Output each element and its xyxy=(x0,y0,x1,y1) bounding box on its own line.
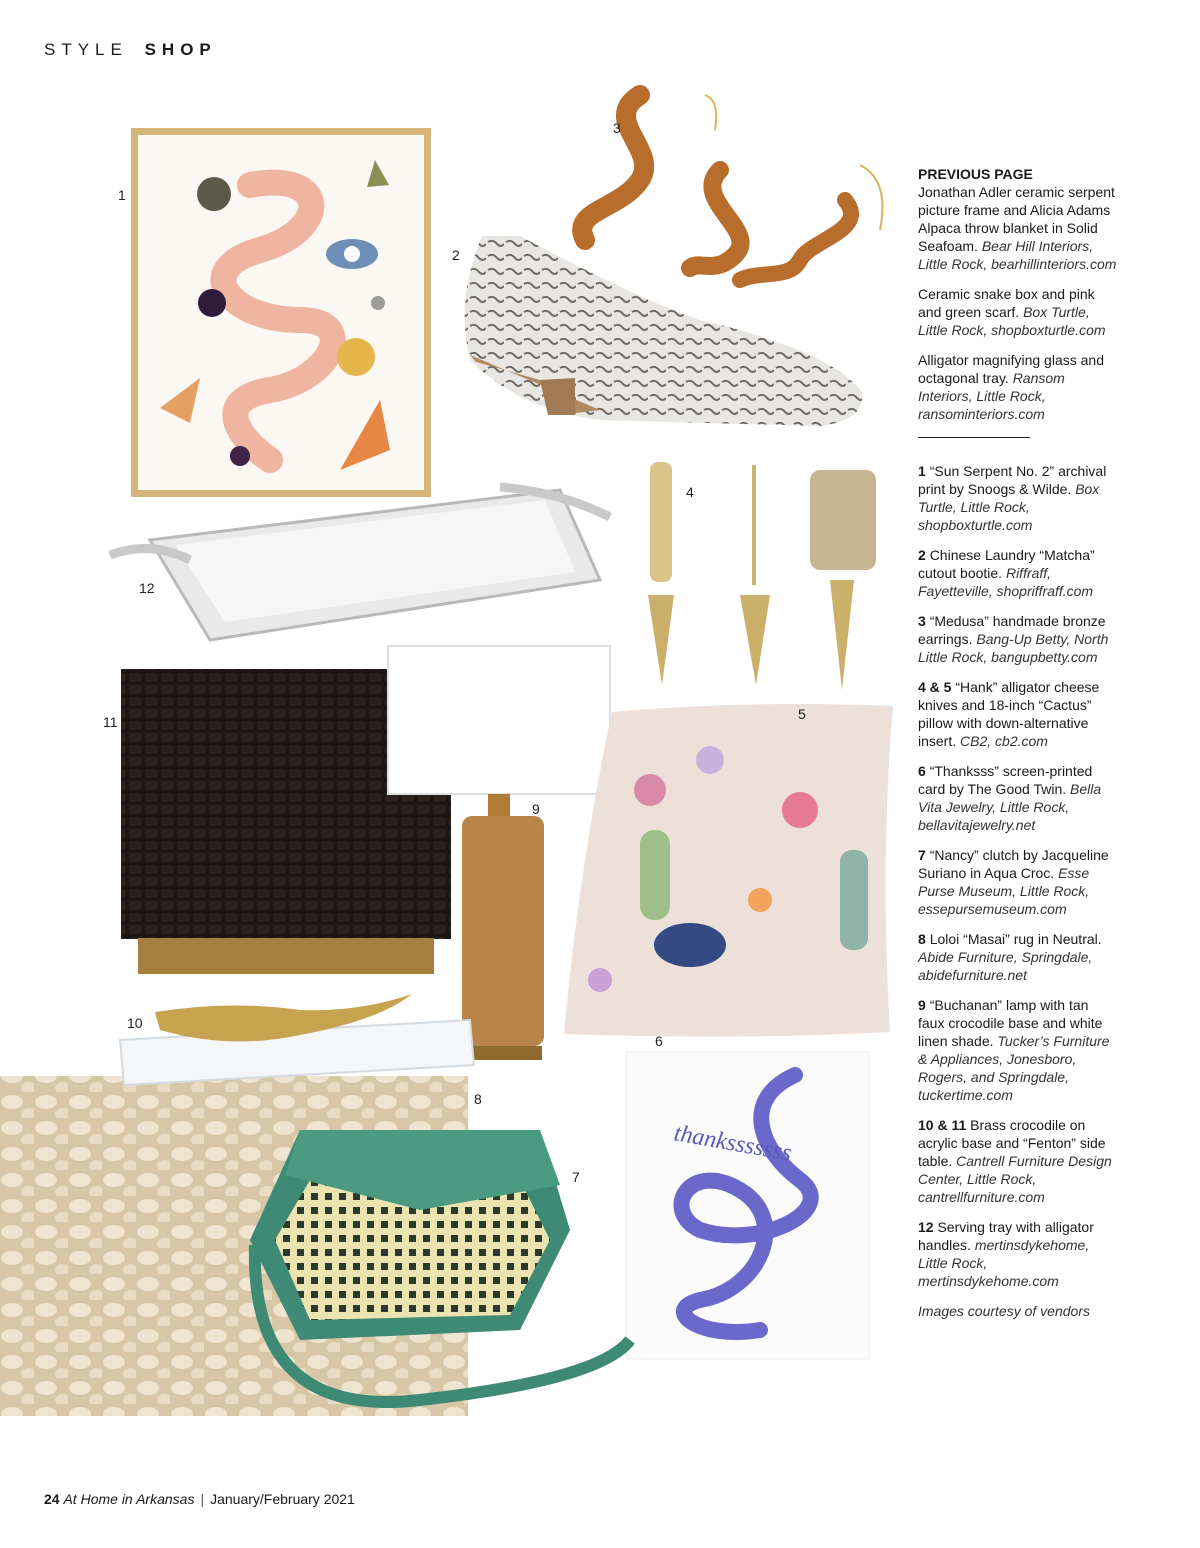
item-entry xyxy=(918,930,1118,984)
product-listing-sidebar xyxy=(918,165,1118,1332)
cactus-pillow-image xyxy=(564,704,893,1037)
item-entry-number: 7 xyxy=(918,847,926,863)
item-entry-source: Box Turtle, Little Rock, shopboxturtle.com xyxy=(918,481,1100,533)
item-entry-number: 4 & 5 xyxy=(918,679,952,695)
page-number: 24 xyxy=(44,1491,60,1507)
previous-page-heading: PREVIOUS PAGE xyxy=(918,166,1033,182)
item-number-2: 2 xyxy=(452,247,460,263)
page-footer xyxy=(44,1491,355,1507)
thanks-card-image xyxy=(626,1052,869,1359)
item-entry-source: Abide Furniture, Springdale, abidefurniture.net xyxy=(918,949,1093,983)
earrings-image xyxy=(582,95,882,280)
issue-date: January/February 2021 xyxy=(210,1491,355,1507)
prev-entry xyxy=(918,183,1118,273)
header-style: STYLE xyxy=(44,40,128,59)
footer-separator: | xyxy=(200,1491,205,1507)
item-entry-text: “Hank” alligator cheese knives and 18-inch “Cactus” pillow with down-alternative insert. xyxy=(918,679,1100,749)
item-entry-text: “Thanksss” screen-printed card by The Good Twin. xyxy=(918,763,1093,797)
item-entry-number: 6 xyxy=(918,763,926,779)
item-entry-source: Bang-Up Betty, North Little Rock, bangupbetty.com xyxy=(918,631,1109,665)
item-entry-text: “Buchanan” lamp with tan faux crocodile base and white linen shade. xyxy=(918,997,1103,1049)
item-entry xyxy=(918,1218,1118,1290)
item-number-8: 8 xyxy=(474,1091,482,1107)
item-entry-number: 9 xyxy=(918,997,926,1013)
item-number-6: 6 xyxy=(655,1033,663,1049)
item-entry xyxy=(918,612,1118,666)
brass-crocodile-image xyxy=(120,994,474,1085)
item-entry-number: 2 xyxy=(918,547,926,563)
item-entry-source: Esse Purse Museum, Little Rock, essepursemuseum.com xyxy=(918,865,1090,917)
item-number-5: 5 xyxy=(798,706,806,722)
item-number-1: 1 xyxy=(118,187,126,203)
item-entry-text: Brass crocodile on acrylic base and “Fenton” side table. xyxy=(918,1117,1106,1169)
item-entry xyxy=(918,1116,1118,1206)
item-entry-source: Tucker’s Furniture & Appliances, Jonesboro, Rogers, and Springdale, tuckertime.com xyxy=(918,1033,1110,1103)
item-number-11: 11 xyxy=(103,714,118,730)
prev-entry-text: Alligator magnifying glass and octagonal tray. xyxy=(918,352,1104,386)
item-entry-text: Loloi “Masai” rug in Neutral. xyxy=(929,931,1102,947)
item-entry-number: 1 xyxy=(918,463,926,479)
item-entry-source: Bella Vita Jewelry, Little Rock, bellavitajewelry.net xyxy=(918,781,1102,833)
serving-tray-image xyxy=(110,487,610,640)
item-entry-text: “Sun Serpent No. 2” archival print by Snoogs & Wilde. xyxy=(918,463,1107,497)
item-entry xyxy=(918,546,1118,600)
item-entry-text: Serving tray with alligator handles. xyxy=(918,1219,1094,1253)
item-entry-source: CB2, cb2.com xyxy=(960,733,1048,749)
prev-entry-source: Ransom Interiors, Little Rock, ransominteriors.com xyxy=(918,370,1065,422)
item-entry xyxy=(918,678,1118,750)
item-entry-source: Riffraff, Fayetteville, shopriffraff.com xyxy=(918,565,1094,599)
sidebar-divider xyxy=(918,437,1030,438)
item-entry-source: mertinsdykehome, Little Rock, mertinsdykehome.com xyxy=(918,1237,1090,1289)
prev-entry-text: Ceramic snake box and pink and green scarf. xyxy=(918,286,1095,320)
item-entry-number: 10 & 11 xyxy=(918,1117,967,1133)
magazine-name: At Home in Arkansas xyxy=(63,1491,195,1507)
item-entry xyxy=(918,996,1118,1104)
item-number-12: 12 xyxy=(139,580,155,596)
item-entry-text: “Medusa” handmade bronze earrings. xyxy=(918,613,1106,647)
item-entry-source: Cantrell Furniture Design Center, Little Rock, cantrellfurniture.com xyxy=(918,1153,1112,1205)
prev-entry-source: Bear Hill Interiors, Little Rock, bearhillinteriors.com xyxy=(918,238,1117,272)
item-entry-number: 12 xyxy=(918,1219,934,1235)
item-number-9: 9 xyxy=(532,801,540,817)
item-entry xyxy=(918,462,1118,534)
item-number-7: 7 xyxy=(572,1169,580,1185)
item-number-3: 3 xyxy=(613,120,621,136)
prev-entry xyxy=(918,351,1118,423)
item-entry-text: “Nancy” clutch by Jacqueline Suriano in Aqua Croc. xyxy=(918,847,1109,881)
item-entry-number: 8 xyxy=(918,931,926,947)
cheese-knives-image xyxy=(648,462,876,690)
item-entry xyxy=(918,762,1118,834)
item-number-4: 4 xyxy=(686,484,694,500)
prev-entry-source: Box Turtle, Little Rock, shopboxturtle.com xyxy=(918,304,1106,338)
card-text: thanksssssss xyxy=(671,1120,794,1167)
item-number-10: 10 xyxy=(127,1015,143,1031)
prev-entry xyxy=(918,285,1118,339)
serpent-print-image xyxy=(131,128,431,497)
image-credit: Images courtesy of vendors xyxy=(918,1303,1090,1319)
item-entry-text: Chinese Laundry “Matcha” cutout bootie. xyxy=(918,547,1095,581)
item-entry-number: 3 xyxy=(918,613,926,629)
prev-entry-text: Jonathan Adler ceramic serpent picture frame and Alicia Adams Alpaca throw blanket in Solid Seafoam. xyxy=(918,184,1115,254)
item-entry xyxy=(918,846,1118,918)
header-shop: SHOP xyxy=(144,40,217,59)
